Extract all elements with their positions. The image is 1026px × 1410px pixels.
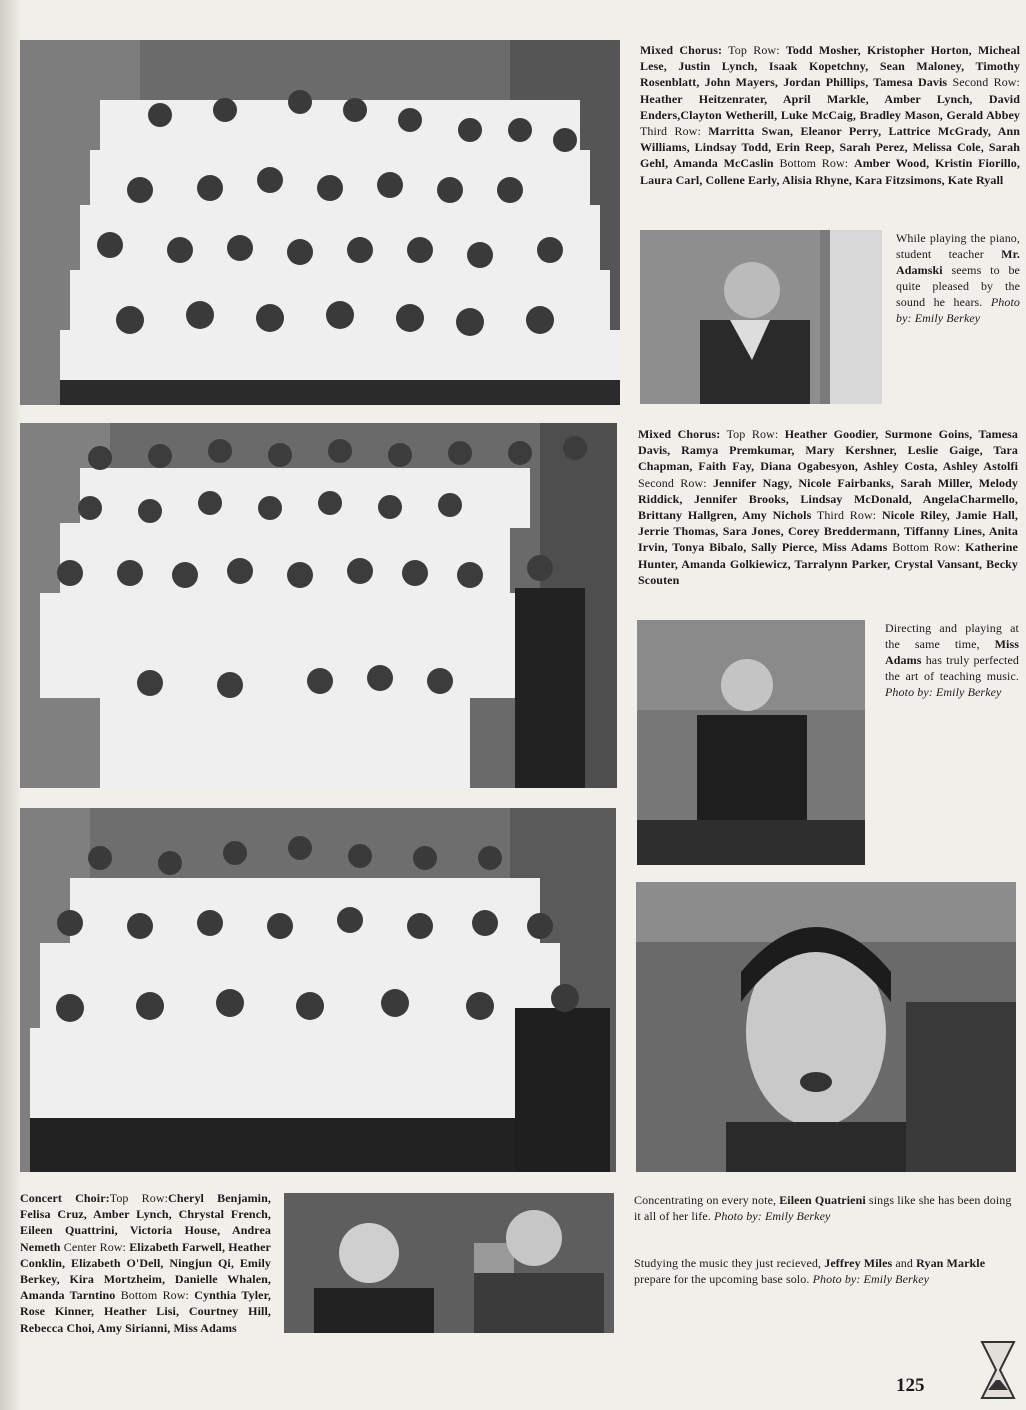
row-label: Top Row:: [728, 43, 780, 57]
row-names: Heather Goodier, Surmone Goins, Tamesa Davis, Ramya Premkumar, Mary Kershner, Leslie Gaige, Tara Chapman, Faith Fay, Diana Ogabesyon, Ashley Costa, Ashley Astolfi: [638, 427, 1019, 474]
caption-text: Concentrating on every note,: [634, 1193, 777, 1207]
row-label: Second Row:: [638, 475, 707, 490]
row-names: Elizabeth Farwell, Heather Conklin, Elizabeth O'Dell, Ningjun Qi, Emily Berkey, Kira Mortzheim, Danielle Whalen, Amanda Tarntino: [20, 1239, 271, 1303]
row-names: Cynthia Tyler, Rose Kinner, Heather Lisi, Courtney Hill, Rebecca Choi, Amy Sirianni, Miss Adams: [20, 1288, 271, 1335]
photo-credit: Photo by: Emily Berkey: [896, 295, 1020, 325]
caption-text: has truly perfected the art of teaching music.: [885, 653, 1019, 683]
page-binding-shadow: [0, 0, 22, 1410]
row-label: Center Row:: [63, 1239, 126, 1254]
row-names: Todd Mosher, Kristopher Horton, Micheal Lese, Justin Lynch, Isaak Kopetchny, Sean Maloney, Timothy Rosenblatt, John Mayers, Jordan Phillips, Tamesa Davis: [640, 43, 1021, 90]
adamski-piano-photo: [640, 230, 882, 404]
caption-text: While playing the piano, student teacher: [896, 231, 1020, 261]
miss-adams-caption: [885, 620, 1019, 700]
concert-choir-caption: [20, 1190, 271, 1336]
row-label: Bottom Row:: [120, 1288, 189, 1303]
mixed-chorus-photo-1: [20, 40, 620, 405]
row-names: Amber Wood, Kristin Fiorillo, Laura Carl, Collene Early, Alisia Rhyne, Kara Fitzsimons, Kate Ryall: [640, 156, 1020, 187]
caption-text: Studying the music they just recieved,: [634, 1256, 822, 1270]
row-names: Heather Heitzenrater, April Markle, Amber Lynch, David Enders,Clayton Wetherill, Luke McCaig, Bradley Mason, Gerald Abbey: [640, 91, 1020, 122]
caption-name: Mr. Adamski: [896, 247, 1020, 277]
caption-text: seems to be quite pleased by the sound he hears.: [896, 263, 1020, 309]
jeffrey-ryan-photo: [284, 1193, 614, 1333]
row-names: Marritta Swan, Eleanor Perry, Lattrice McGrady, Ann Williams, Lindsay Todd, Erin Reep, Sarah Perez, Melissa Cole, Sarah Gehl, Amanda McCaslin: [640, 124, 1021, 171]
row-names: Cheryl Benjamin, Felisa Cruz, Amber Lynch, Chrystal French, Eileen Quattrini, Victoria House, Andrea Nemeth: [20, 1191, 271, 1254]
row-label: Bottom Row:: [892, 540, 961, 555]
row-names: Nicole Riley, Jamie Hall, Jerrie Thomas, Sara Jones, Corey Breddermann, Tiffanny Lines, Anita Irvin, Tonya Bibalo, Sally Pierce, Miss Adams: [638, 508, 1019, 555]
caption-text: Directing and playing at the same time,: [885, 621, 1019, 651]
adamski-caption: [896, 230, 1020, 326]
caption-label: Mixed Chorus:: [638, 427, 721, 441]
eileen-caption: [634, 1192, 1014, 1224]
mixed-chorus-caption-2: [638, 426, 1018, 588]
caption-name: Miss Adams: [885, 637, 1019, 667]
row-names: Jennifer Nagy, Nicole Fairbanks, Sarah Miller, Melody Riddick, Jennifer Brooks, Lindsay McDonald, AngelaCharmello, Brittany Hallgren, Amy Nichols: [638, 475, 1019, 523]
row-names: Katherine Hunter, Amanda Golkiewicz, Tarralynn Parker, Crystal Vansant, Becky Scouten: [638, 540, 1018, 587]
page-number: 125: [896, 1375, 925, 1396]
photo-credit: Photo by: Emily Berkey: [812, 1272, 930, 1286]
photo-credit: Photo by: Emily Berkey: [885, 685, 1002, 699]
row-label: Second Row:: [952, 75, 1020, 90]
concert-choir-photo: [20, 808, 616, 1172]
eileen-singing-photo: [636, 882, 1016, 1172]
mixed-chorus-caption-1: [640, 42, 1020, 188]
caption-text: prepare for the upcoming base solo.: [634, 1272, 810, 1286]
photo-credit: Photo by: Emily Berkey: [713, 1209, 831, 1223]
caption-name: Eileen Quatrieni: [779, 1193, 866, 1207]
caption-label: Mixed Chorus:: [640, 43, 723, 57]
caption-name: Jeffrey Miles: [824, 1256, 893, 1270]
caption-text: sings like she has been doing it all of her life.: [634, 1193, 1012, 1223]
row-label: Third Row:: [816, 508, 877, 523]
row-label: Bottom Row:: [779, 156, 849, 171]
caption-name: Ryan Markle: [916, 1256, 986, 1270]
row-label: Top Row:: [726, 427, 779, 441]
miss-adams-photo: [637, 620, 865, 865]
jeffrey-ryan-caption: [634, 1255, 1016, 1287]
caption-text: and: [895, 1256, 914, 1270]
hourglass-icon: [978, 1340, 1018, 1400]
row-label: Third Row:: [640, 124, 701, 139]
caption-label: Concert Choir:: [20, 1191, 110, 1205]
row-label: Top Row:: [109, 1191, 169, 1205]
mixed-chorus-photo-2: [20, 423, 617, 788]
